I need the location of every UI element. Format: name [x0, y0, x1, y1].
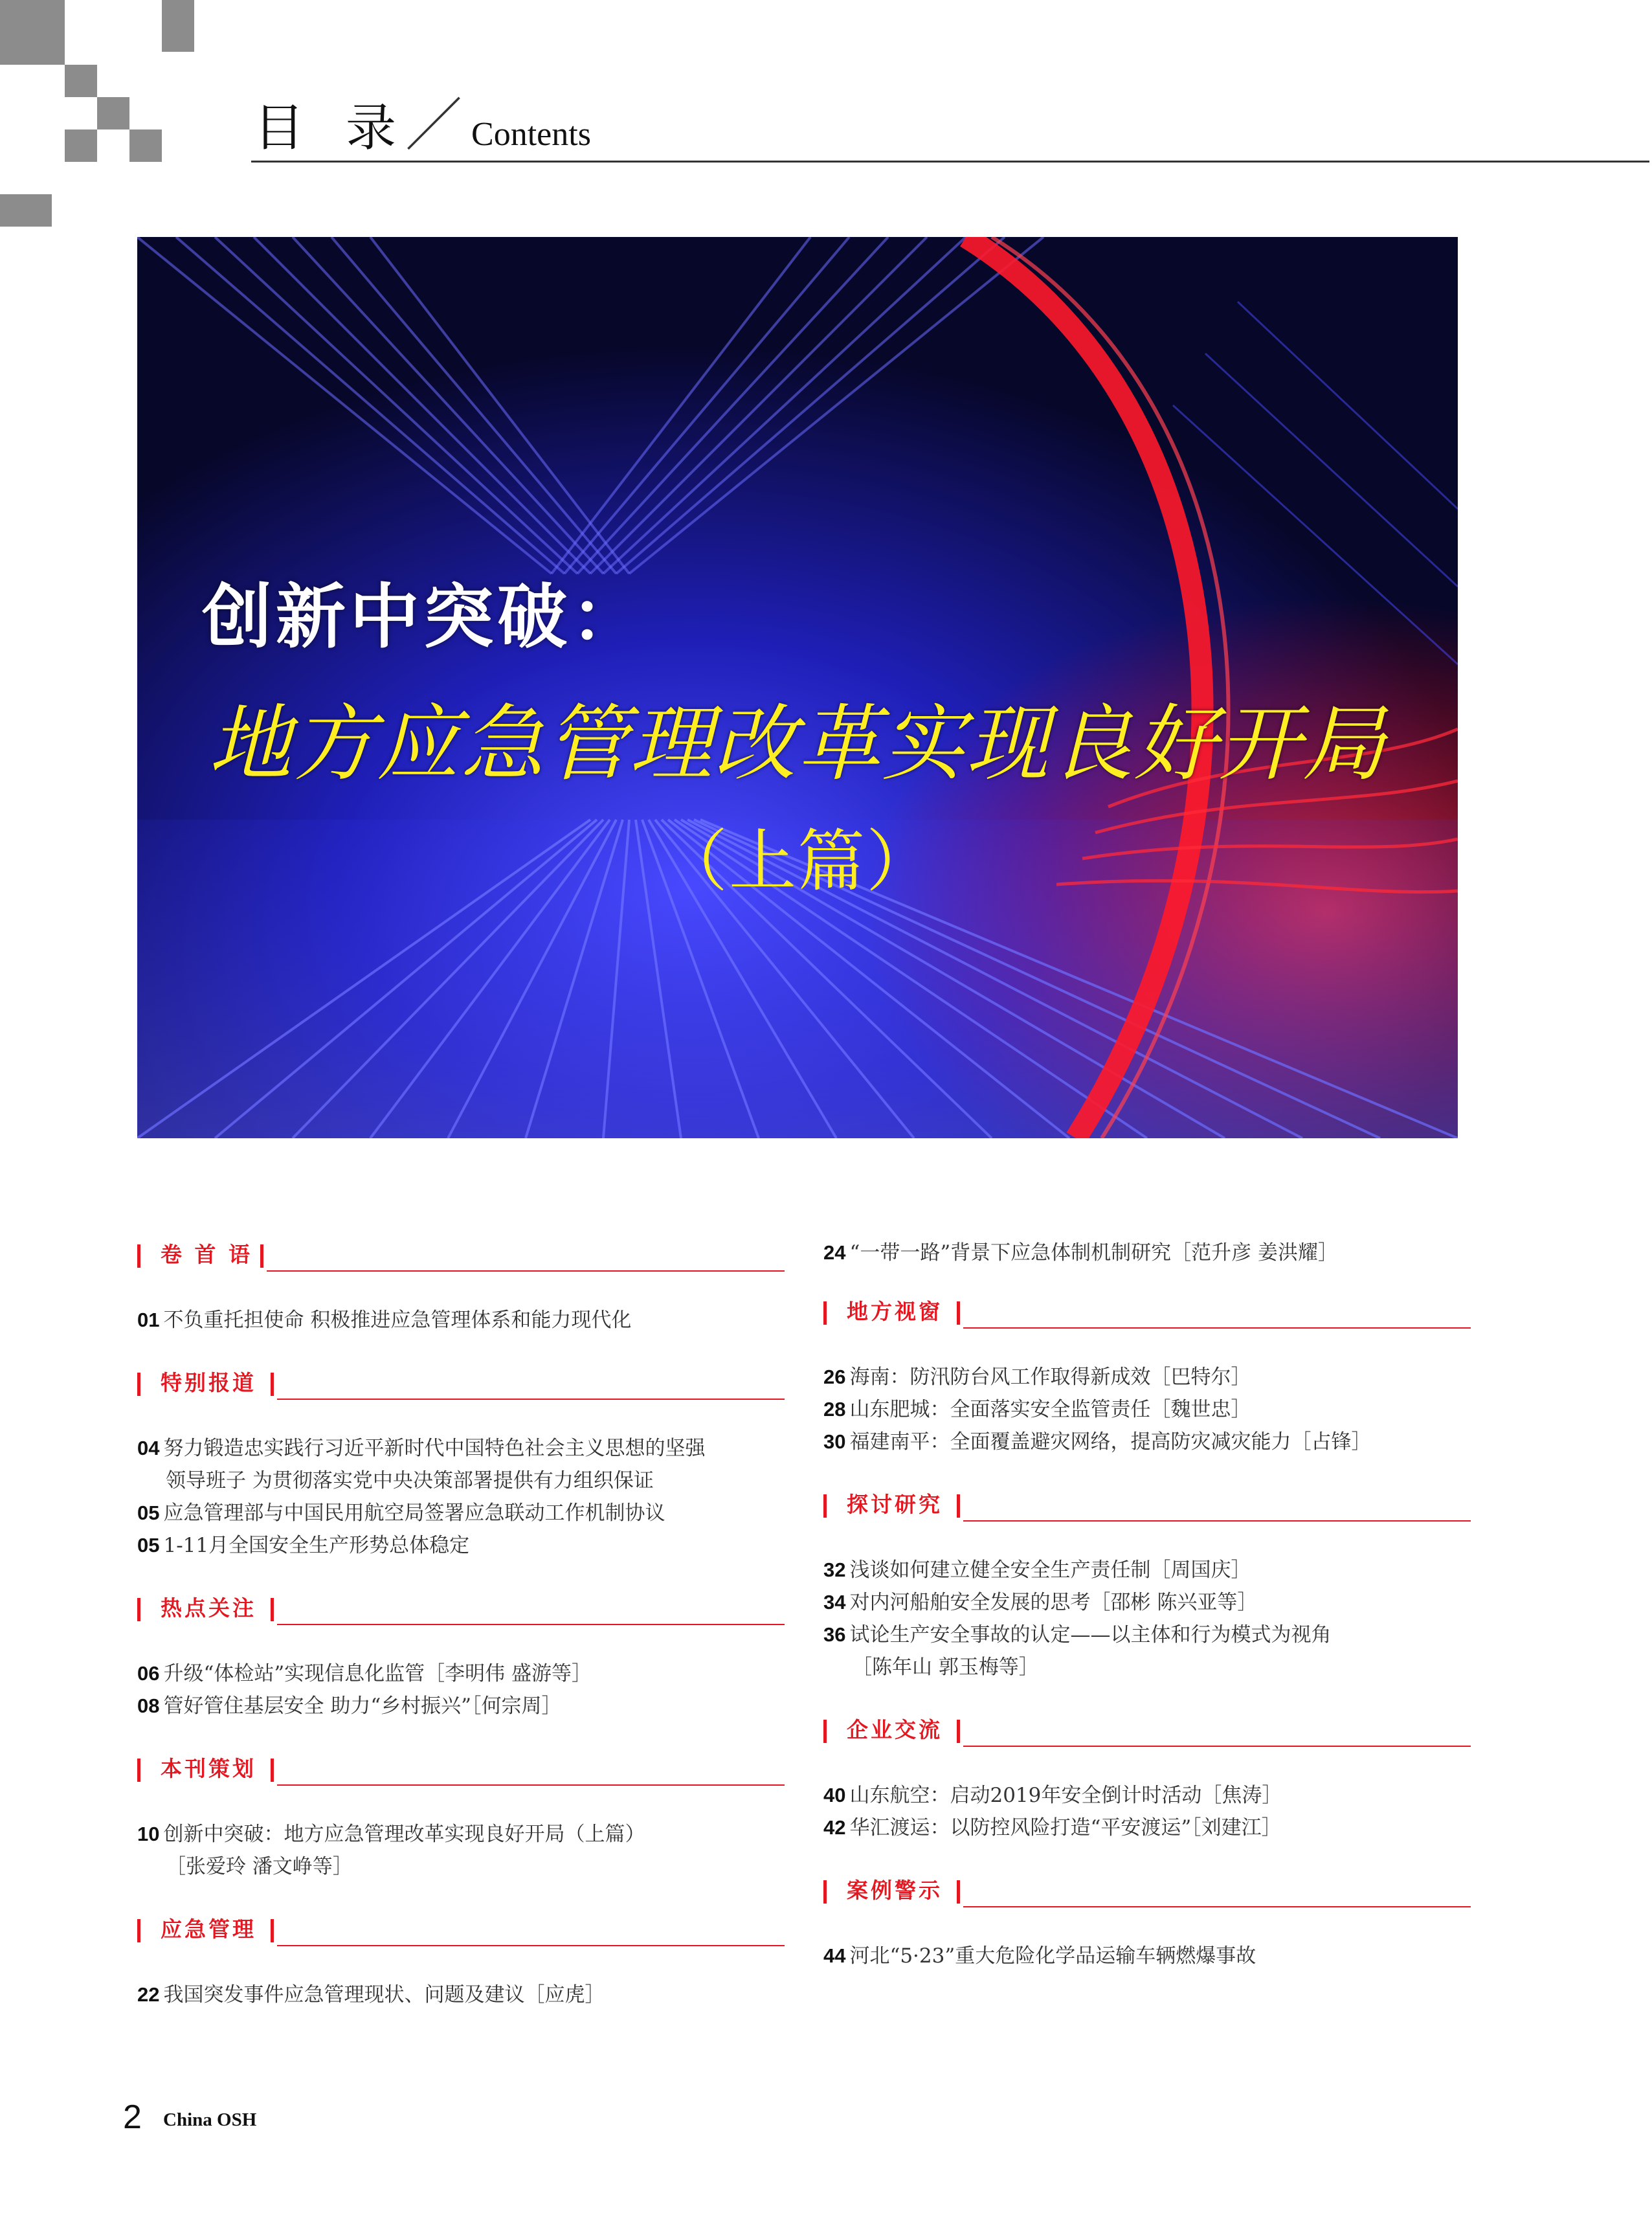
entry-page: 40	[823, 1784, 846, 1806]
toc-entry[interactable]	[823, 1554, 1471, 1586]
entry-page: 01	[137, 1309, 160, 1331]
toc-section	[823, 1940, 1471, 1972]
entry-text: 对内河船舶安全发展的思考［邵彬 陈兴亚等］	[849, 1591, 1258, 1614]
entry-text: 山东航空：启动2019年安全倒计时活动［焦涛］	[849, 1784, 1282, 1807]
hero-banner	[137, 237, 1458, 1138]
section-title: 案例警示	[847, 1878, 943, 1903]
entry-page: 26	[823, 1366, 846, 1388]
toc-section-header	[137, 1911, 785, 1950]
section-title: 特别报道	[161, 1370, 256, 1395]
toc-section	[823, 1237, 1471, 1269]
section-rule	[277, 1624, 785, 1625]
entry-text: 我国突发事件应急管理现状、问题及建议［应虎］	[163, 1983, 605, 2007]
toc-section	[137, 1432, 785, 1562]
section-rule	[963, 1327, 1471, 1329]
entry-text: 创新中突破：地方应急管理改革实现良好开局（上篇）	[163, 1823, 645, 1846]
toc-section-header	[137, 1237, 785, 1276]
toc-section-header	[137, 1751, 785, 1790]
toc-right-column	[823, 1237, 1471, 2001]
entry-page: 04	[137, 1437, 160, 1459]
toc-entry[interactable]	[823, 1237, 1471, 1269]
entry-text: 山东肥城：全面落实安全监管责任［魏世忠］	[849, 1398, 1251, 1421]
toc-section	[823, 1554, 1471, 1683]
toc-entry[interactable]	[823, 1812, 1471, 1844]
entry-text: 1-11月全国安全生产形势总体稳定	[163, 1534, 470, 1557]
decor-square	[0, 194, 52, 227]
toc-entry[interactable]	[137, 1818, 785, 1850]
toc-entry[interactable]	[823, 1426, 1471, 1458]
entry-text: 福建南平：全面覆盖避灾网络，提高防灾减灾能力［占锋］	[849, 1430, 1372, 1454]
entry-page: 06	[137, 1662, 160, 1685]
section-marker	[137, 1759, 140, 1782]
section-rule	[963, 1906, 1471, 1907]
toc-entry[interactable]	[137, 1304, 785, 1336]
entry-page: 10	[137, 1823, 160, 1845]
entry-page: 22	[137, 1983, 160, 2006]
section-marker	[260, 1244, 263, 1268]
entry-page: 30	[823, 1430, 846, 1453]
toc-entry[interactable]	[823, 1619, 1471, 1651]
section-rule	[963, 1520, 1471, 1522]
section-marker	[137, 1598, 140, 1621]
entry-text: “一带一路”背景下应急体制机制研究［范升彦 姜洪耀］	[849, 1241, 1339, 1265]
section-marker	[957, 1880, 960, 1904]
section-title: 地方视窗	[847, 1299, 943, 1324]
decor-square	[97, 97, 129, 129]
entry-page: 36	[823, 1623, 846, 1646]
entry-text: 华汇渡运：以防控风险打造“平安渡运”［刘建江］	[849, 1816, 1282, 1839]
section-title: 本刊策划	[161, 1756, 256, 1781]
section-marker	[823, 1720, 827, 1743]
section-title: 企业交流	[847, 1717, 943, 1742]
toc-entry[interactable]	[823, 1940, 1471, 1972]
title-char-1: 目	[254, 99, 307, 157]
toc-entry[interactable]	[823, 1586, 1471, 1619]
entry-page: 28	[823, 1398, 846, 1421]
title-char-2: 录	[346, 99, 399, 157]
entry-page: 42	[823, 1816, 846, 1839]
toc-entry-continuation[interactable]	[137, 1465, 785, 1497]
toc-entry[interactable]	[137, 1529, 785, 1562]
section-rule	[277, 1399, 785, 1400]
section-title: 探讨研究	[847, 1492, 943, 1517]
title-slash: ／	[405, 92, 465, 159]
entry-text: 领导班子 为贯彻落实党中央决策部署提供有力组织保证	[166, 1469, 654, 1492]
entry-text: 浅谈如何建立健全安全生产责任制［周国庆］	[849, 1558, 1251, 1582]
section-title: 应急管理	[161, 1917, 256, 1942]
section-title: 卷 首 语	[161, 1242, 252, 1267]
section-marker	[823, 1494, 827, 1518]
entry-page: 34	[823, 1591, 846, 1613]
section-marker	[271, 1759, 274, 1782]
decor-square	[65, 65, 97, 97]
section-marker	[137, 1919, 140, 1942]
section-marker	[957, 1301, 960, 1325]
entry-page: 05	[137, 1534, 160, 1557]
toc-entry[interactable]	[137, 1658, 785, 1690]
magazine-name: China OSH	[163, 2109, 257, 2130]
section-marker	[957, 1494, 960, 1518]
entry-page: 05	[137, 1501, 160, 1524]
hero-part-label: （上篇）	[660, 822, 935, 901]
section-rule	[267, 1270, 785, 1272]
decor-square	[65, 129, 97, 162]
section-rule	[277, 1945, 785, 1946]
toc-entry[interactable]	[823, 1361, 1471, 1393]
section-rule	[963, 1746, 1471, 1747]
section-marker	[823, 1301, 827, 1325]
section-marker	[823, 1880, 827, 1904]
entry-text: 海南：防汛防台风工作取得新成效［巴特尔］	[849, 1366, 1251, 1389]
toc-entry[interactable]	[823, 1779, 1471, 1812]
hero-headline: 创新中突破：	[202, 577, 645, 658]
toc-section	[137, 1979, 785, 2011]
section-marker	[137, 1244, 140, 1268]
toc-section-header	[823, 1487, 1471, 1525]
section-rule	[277, 1784, 785, 1786]
toc-section	[823, 1779, 1471, 1844]
section-marker	[271, 1919, 274, 1942]
toc-section	[823, 1361, 1471, 1458]
toc-section-header	[823, 1712, 1471, 1751]
page-number: 2	[123, 2098, 142, 2136]
toc-section	[137, 1818, 785, 1883]
toc-entry[interactable]	[137, 1432, 785, 1465]
toc-section-header	[137, 1365, 785, 1404]
decor-square	[129, 129, 162, 162]
hero-subheadline: 地方应急管理改革实现良好开局	[208, 696, 1387, 793]
toc-section-header	[823, 1294, 1471, 1332]
decor-square	[0, 0, 65, 65]
entry-text: 升级“体检站”实现信息化监管［李明伟 盛游等］	[163, 1662, 592, 1685]
entry-text: ［陈年山 郭玉梅等］	[852, 1656, 1039, 1679]
section-marker	[137, 1373, 140, 1396]
entry-page: 08	[137, 1694, 160, 1717]
toc-section	[137, 1304, 785, 1336]
header-rule	[251, 161, 1649, 163]
entry-text: 努力锻造忠实践行习近平新时代中国特色社会主义思想的坚强	[163, 1437, 706, 1460]
page-title	[254, 92, 591, 159]
toc-entry[interactable]	[137, 1690, 785, 1722]
section-marker	[271, 1373, 274, 1396]
toc-section-header	[137, 1590, 785, 1629]
toc-entry-continuation[interactable]	[823, 1651, 1471, 1683]
entry-page: 24	[823, 1241, 846, 1264]
toc-entry[interactable]	[137, 1497, 785, 1529]
toc-entry[interactable]	[823, 1393, 1471, 1426]
decor-square	[162, 0, 194, 52]
toc-section-header	[823, 1872, 1471, 1911]
toc-section	[137, 1658, 785, 1722]
toc-left-column	[137, 1237, 785, 2040]
entry-text: 试论生产安全事故的认定——以主体和行为模式为视角	[849, 1623, 1332, 1647]
title-english: Contents	[471, 116, 591, 153]
entry-page: 32	[823, 1558, 846, 1581]
toc-entry[interactable]	[137, 1979, 785, 2011]
section-title: 热点关注	[161, 1595, 256, 1621]
toc-entry-continuation[interactable]	[137, 1850, 785, 1883]
section-marker	[957, 1720, 960, 1743]
entry-text: ［张爱玲 潘文峥等］	[166, 1855, 353, 1878]
entry-text: 河北“5·23”重大危险化学品运输车辆燃爆事故	[849, 1944, 1256, 1968]
entry-page: 44	[823, 1944, 846, 1967]
entry-text: 应急管理部与中国民用航空局签署应急联动工作机制协议	[163, 1501, 665, 1525]
entry-text: 管好管住基层安全 助力“乡村振兴”［何宗周］	[163, 1694, 562, 1718]
section-marker	[271, 1598, 274, 1621]
entry-text: 不负重托担使命 积极推进应急管理体系和能力现代化	[163, 1309, 632, 1332]
